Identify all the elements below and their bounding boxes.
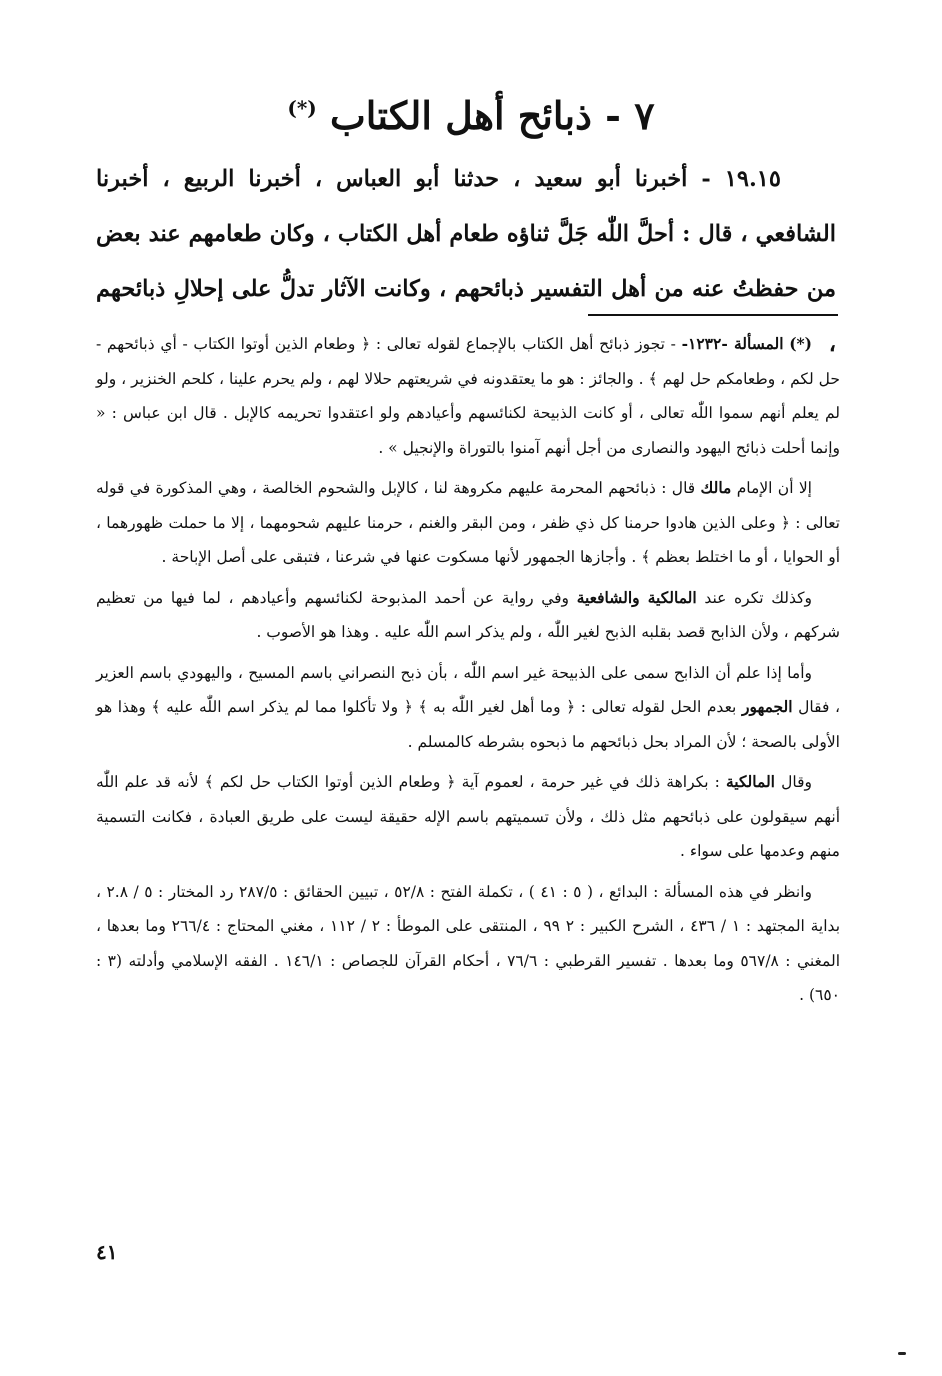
footnote-text: وكذلك تكره عند: [704, 588, 812, 607]
chapter-footnote-marker: (*): [287, 96, 317, 120]
chapter-title-text: ٧ - ذبائح أهل الكتاب: [330, 93, 655, 138]
footnote-bold-term: المالكية: [725, 772, 775, 791]
footnote-marker: (*): [789, 334, 812, 353]
footnote-bold-term: الجمهور: [741, 697, 793, 716]
footnotes-section: [96, 327, 840, 1019]
footnote-references: [96, 875, 840, 1013]
footnote-paragraph: [96, 656, 840, 760]
footnote-text: وانظر في هذه المسألة : البدائع ، ( ٥ : ٤١ ) ، تكملة الفتح : ٥٢/٨ ، تبيين الحقائق : ٢٨٧/٥ رد المختار : ٥ / ٢.٨ ، بداية المجتهد : ١ / ٤٣٦ ، الشرح الكبير : ٢ ٩٩ ، المنتقى على الموطأ : ٢ / ١١٢ ، مغني المحتاج : ٢٦٦/٤ وما بعدها ، المغني : ٥٦٧/٨ وما بعدها . تفسير القرطبي : ٧٦/٦ ، أحكام القرآن للجصاص : ١٤٦/١ . الفقه الإسلامي وأدلته (٣ : ٦٥٠) .: [96, 882, 841, 1004]
footnote-text: وقال: [781, 773, 812, 791]
footnote-text: - تجوز ذبائح أهل الكتاب بالإجماع لقوله تعالى : ﴿ وطعام الذين أوتوا الكتاب - أي ذبائحهم - حل لكم ، وطعامكم حل لهم ﴾ . والجائز : هو ما يعتقدونه في شريعتهم حلالا لهم ، ولم يحرم علينا ، كلحم الخنزير ، ولو لم يعلم أنهم سموا اللّٰه تعالى ، أو كانت الذبيحة لكنائسهم وأعيادهم ولو اعتقدوا تحريمه كالإبل . قال ابن عباس : « وإنما أحلت ذبائح اليهود والنصارى من أجل أنهم آمنوا بالتوراة والإنجيل » .: [96, 335, 840, 457]
footnote-text: قال : ذبائحهم المحرمة عليهم مكروهة لنا ، كالإبل والشحوم الخالصة ، وهي المذكورة في قوله تعالى : ﴿ وعلى الذين هادوا حرمنا كل ذي ظفر ، ومن البقر والغنم ، حرمنا عليهم شحومهما ، إلا ما حملت ظهورهما ، أو الحوايا ، أو ما اختلط بعظم ﴾ . وأجازها الجمهور لأنها مسكوت عنها في شرعنا ، فتبقى على أصل الإباحة .: [96, 479, 840, 566]
footnote-label: المسألة -١٢٣٢-: [681, 334, 784, 353]
paragraph-number: ١٩.١٥: [724, 166, 781, 192]
scan-speck: [898, 1352, 906, 1355]
footnote-paragraph: [96, 765, 840, 869]
footnote-bold-term: مالك: [700, 478, 732, 497]
footnote-paragraph: [96, 581, 840, 650]
paragraph-body: - أخبرنا أبو سعيد ، حدثنا أبو العباس ، أخبرنا الربيع ، أخبرنا الشافعي ، قال : أحلَّ اللّٰه جَلَّ ثناؤه طعام أهل الكتاب ، وكان طعامهم عند بعض من حفظتُ عنه من أهل التفسير ذبائحهم ، وكانت الآثار تدلُّ على إحلالِ ذبائحهم ،: [96, 166, 836, 357]
footnote-text: بعدم الحل لقوله تعالى : ﴿ وما أهل لغير اللّٰه به ﴾ ﴿ ولا تأكلوا مما لم يذكر اسم اللّٰه عليه ﴾ وهذا هو الأولى بالصحة ؛ لأن المراد بحل ذبائحهم ما ذبحوه بشرطه كالمسلم .: [96, 698, 840, 751]
footnote-divider: [588, 314, 838, 316]
footnote-text: وأما إذا علم أن الذابح سمى على الذبيحة غير اسم اللّٰه ، بأن ذبح النصراني باسم المسيح ، واليهودي باسم العزير ، فقال: [96, 663, 840, 716]
footnote-text: : بكراهة ذلك في غير حرمة ، لعموم آية ﴿ وطعام الذين أوتوا الكتاب حل لكم ﴾ لأنه قد علم اللّٰه أنهم سيقولون على ذبائحهم مثل ذلك ، ولأن تسميتهم باسم الإله حقيقة ليست على طريق العبادة ، فكانت التسمية منهم وعدمها على سواء .: [96, 773, 840, 860]
footnote-paragraph: [96, 471, 840, 575]
page-number: ٤١: [96, 1240, 118, 1264]
footnote-text: إلا أن الإمام: [736, 479, 812, 497]
chapter-title: [100, 78, 842, 146]
footnote-text: وفي رواية عن أحمد المذبوحة لكنائسهم وأعيادهم ، لما فيها من تعظيم شركهم ، ولأن الذابح قصد بقلبه الذبح لغير اللّٰه ، ولم يذكر اسم اللّٰه عليه . وهذا هو الأصوب .: [96, 588, 840, 641]
footnote-bold-term: المالكية والشافعية: [576, 587, 697, 607]
footnote-paragraph: [96, 327, 840, 465]
